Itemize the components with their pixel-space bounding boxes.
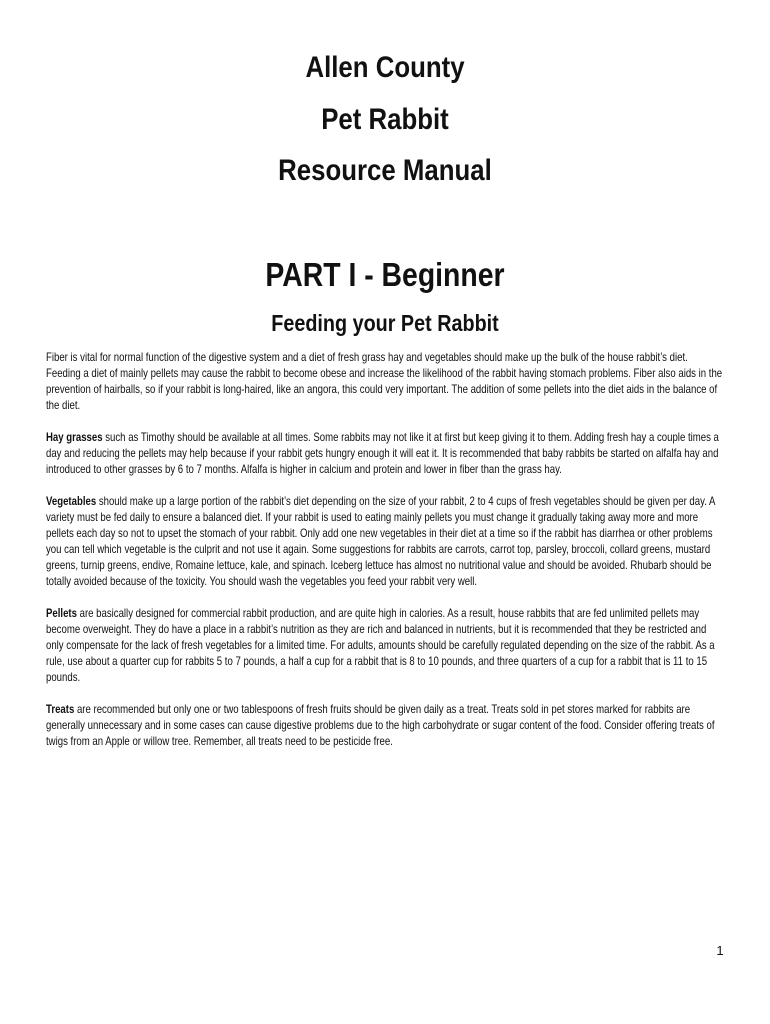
- paragraph-fiber: [46, 349, 724, 413]
- paragraph-text: are recommended but only one or two tablespoons of fresh fruits should be given daily as a treat. Treats sold in pet stores marked for rabbits are generally unnecessary and in some cases can cause digestive problems due to the high carbohydrate or sugar content of the food. Consider offering treats of twigs from an Apple or willow tree. Remember, all treats need to be pesticide free.: [46, 702, 715, 748]
- paragraph-vegetables: [46, 493, 724, 589]
- paragraph-lead: Treats: [46, 702, 75, 716]
- paragraph-text: Fiber is vital for normal function of the digestive system and a diet of fresh grass hay and vegetables should make up the bulk of the house rabbit’s diet. Feeding a diet of mainly pellets may cause the rabbit to become obese and increase the likelihood of the rabbit having stomach problems. Fiber also aids in the prevention of hairballs, so if your rabbit is long-haired, like an angora, this could very important. The addition of some pellets into the diet aids in the balance of the diet.: [46, 350, 723, 412]
- title-line-subject: Pet Rabbit: [321, 103, 449, 136]
- paragraph-lead: Pellets: [46, 606, 77, 620]
- body-text: [46, 349, 724, 765]
- title-line-manual: Resource Manual: [278, 154, 492, 187]
- paragraph-text: are basically designed for commercial rabbit production, and are quite high in calories. As a result, house rabbits that are fed unlimited pellets may become overweight. They do have a place in a rabbit’s nutrition as they are rich and balanced in nutrients, but it is recommended that they be restricted and only compensate for the lack of fresh vegetables for a limited time. For adults, amounts should be carefully regulated depending on the size of the rabbit. As a rule, use about a quarter cup for rabbits 5 to 7 pounds, a half a cup for a rabbit that is 8 to 10 pounds, and three quarters of a cup for a rabbit that is 11 to 15 pounds.: [46, 606, 715, 684]
- title-line-county: Allen County: [305, 51, 465, 84]
- paragraph-treats: [46, 701, 724, 749]
- section-heading: Feeding your Pet Rabbit: [271, 310, 499, 336]
- paragraph-hay-grasses: [46, 429, 724, 477]
- paragraph-pellets: [46, 605, 724, 685]
- page-number: 1: [716, 943, 724, 958]
- paragraph-lead: Hay grasses: [46, 430, 103, 444]
- paragraph-text: should make up a large portion of the rabbit’s diet depending on the size of your rabbit, 2 to 4 cups of fresh vegetables should be given per day. A variety must be fed daily to ensure a balanced diet. If your rabbit is used to eating mainly pellets you must change it gradually taking away more and more pellets each day so not to upset the stomach of your rabbit. Only add one new vegetables in their diet at a time so if the rabbit has diarrhea or other problems you can tell which vegetable is the culprit and not use it again. Some suggestions for rabbits are carrots, carrot top, parsley, broccoli, collard greens, mustard greens, turnip greens, endive, Romaine lettuce, kale, and spinach. Iceberg lettuce has almost no nutritional value and should be avoided. Rhubarb should be totally avoided because of the toxicity. You should wash the vegetables you feed your rabbit very well.: [46, 494, 715, 588]
- part-heading: PART I - Beginner: [265, 256, 505, 293]
- paragraph-lead: Vegetables: [46, 494, 97, 508]
- paragraph-text: such as Timothy should be available at all times. Some rabbits may not like it at first but keep giving it to them. Adding fresh hay a couple times a day and reducing the pellets may help because if your rabbit gets hungry enough it will eat it. It is recommended that baby rabbits be started on alfalfa hay and introduced to other grasses by 6 to 7 months. Alfalfa is higher in calcium and protein and lower in fiber than the grass hay.: [46, 430, 719, 476]
